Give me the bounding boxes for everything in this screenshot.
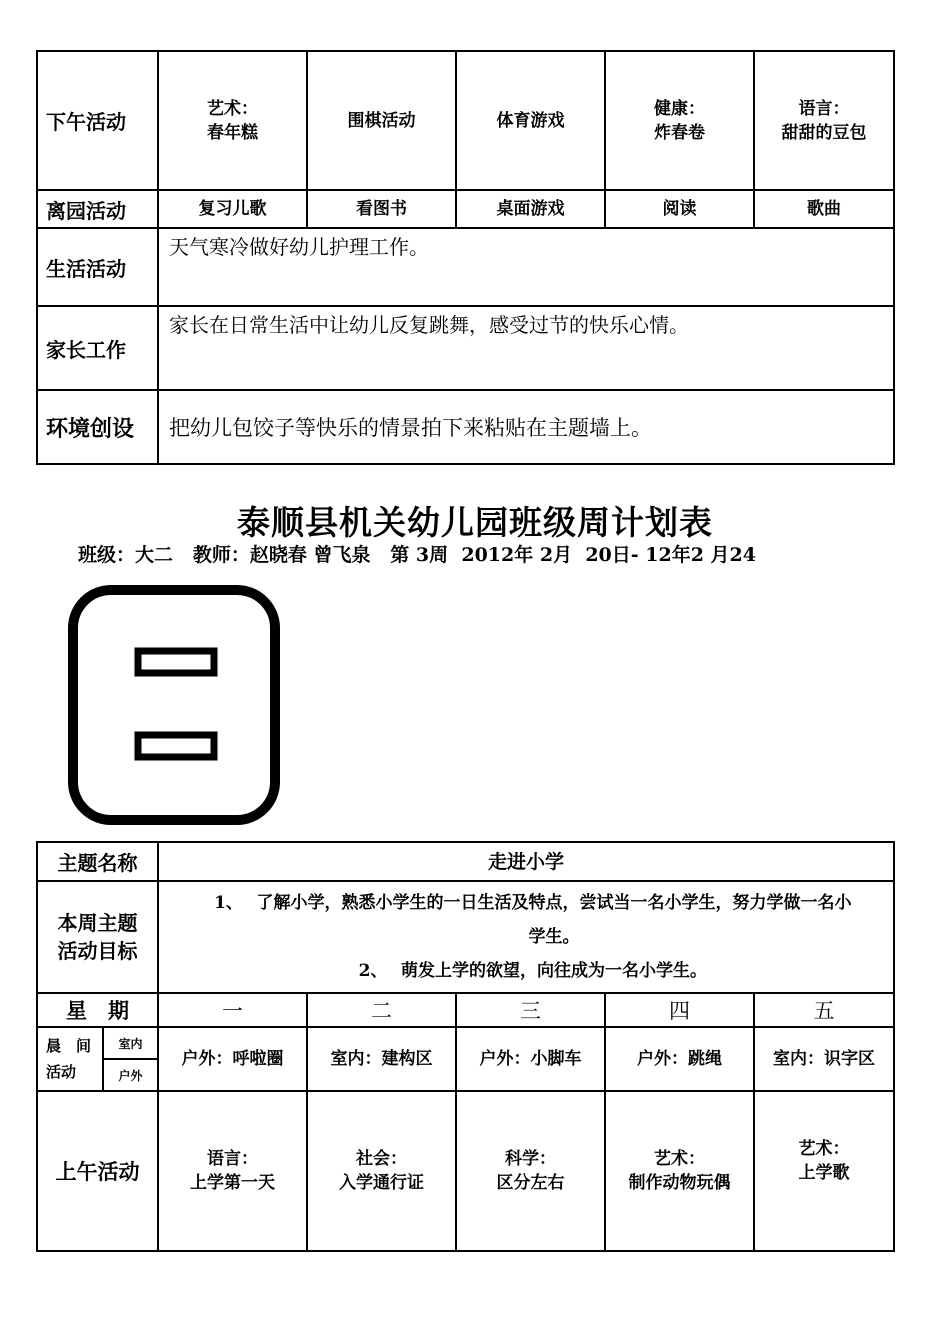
cell-line2: 区分左右 <box>496 1173 565 1193</box>
morning-play-label-line1: 晨 间 <box>46 1037 92 1055</box>
env-text: 把幼儿包饺子等快乐的情景拍下来粘贴在主题墙上。 <box>158 390 894 464</box>
top-plan-table <box>36 50 895 465</box>
leaving-cell: 桌面游戏 <box>456 190 605 228</box>
cell-line2: 上学歌 <box>798 1163 850 1183</box>
cell-line2: 甜甜的豆包 <box>781 122 867 143</box>
morning-play-cell: 户外：跳绳 <box>605 1027 754 1091</box>
theme-value: 走进小学 <box>158 842 894 881</box>
cell-line1: 体育游戏 <box>496 110 565 131</box>
morning-label: 上午活动 <box>37 1091 158 1251</box>
morning-play-row-1 <box>37 1027 894 1059</box>
cell-line2: 入学通行证 <box>339 1173 424 1193</box>
goal-number: 2、 <box>358 961 388 981</box>
env-label: 环境创设 <box>37 390 158 464</box>
morning-play-cell: 户外：呼啦圈 <box>158 1027 307 1091</box>
weekday-cell: 三 <box>456 993 605 1027</box>
afternoon-cell <box>456 51 605 190</box>
morning-cell <box>307 1091 456 1251</box>
leaving-cell: 阅读 <box>605 190 754 228</box>
cell-line2: 春年糕 <box>207 122 258 143</box>
goals-row <box>37 881 894 993</box>
goals-label-line1: 本周主题 <box>57 911 138 935</box>
document-placeholder-icon <box>68 585 280 825</box>
weekday-label: 星 期 <box>37 993 158 1027</box>
morning-play-cell: 户外：小脚车 <box>456 1027 605 1091</box>
leaving-label: 离园活动 <box>37 190 158 228</box>
morning-row <box>37 1091 894 1251</box>
cell-line1: 社会： <box>356 1149 407 1169</box>
indoor-sublabel: 室内 <box>103 1027 158 1059</box>
parents-row <box>37 306 894 390</box>
cell-line1: 艺术： <box>654 1149 705 1169</box>
life-label: 生活活动 <box>37 228 158 306</box>
goals-label-line2: 活动目标 <box>57 939 138 963</box>
cell-line2: 炸春卷 <box>654 122 705 143</box>
life-text: 天气寒冷做好幼儿护理工作。 <box>158 228 894 306</box>
afternoon-row <box>37 51 894 190</box>
cell-line1: 围棋活动 <box>347 110 416 131</box>
weekday-cell: 四 <box>605 993 754 1027</box>
goals-label <box>37 881 158 993</box>
morning-cell <box>456 1091 605 1251</box>
weekly-plan-table <box>36 841 895 1252</box>
cell-line1: 健康： <box>654 98 705 119</box>
cell-line1: 语言： <box>207 1149 258 1169</box>
cell-line2: 制作动物玩偶 <box>628 1173 731 1193</box>
env-row <box>37 390 894 464</box>
theme-row <box>37 842 894 881</box>
afternoon-cell <box>754 51 894 190</box>
cell-line1: 艺术： <box>798 1139 850 1159</box>
goal-text: 萌发上学的欲望，向往成为一名小学生。 <box>401 961 708 981</box>
morning-cell <box>754 1091 894 1251</box>
goal-item <box>169 886 883 920</box>
morning-cell <box>605 1091 754 1251</box>
afternoon-cell <box>158 51 307 190</box>
cell-line2: 上学第一天 <box>190 1173 275 1193</box>
leaving-cell: 复习儿歌 <box>158 190 307 228</box>
goal-text-continued: 学生。 <box>528 927 580 947</box>
goal-item <box>169 954 883 988</box>
morning-cell <box>158 1091 307 1251</box>
afternoon-label: 下午活动 <box>37 51 158 190</box>
weekday-row <box>37 993 894 1027</box>
outdoor-sublabel: 户外 <box>103 1059 158 1091</box>
class-info-line: 班级：大二 教师：赵晓春 曾飞泉 第 3周 2012年 2月 20日- 12年2 月24 <box>78 544 756 566</box>
goal-text: 了解小学，熟悉小学生的一日生活及特点，尝试当一名小学生，努力学做一名小 <box>256 893 852 913</box>
morning-play-label <box>37 1027 103 1091</box>
weekday-cell: 二 <box>307 993 456 1027</box>
leaving-cell: 看图书 <box>307 190 456 228</box>
cell-line1: 艺术： <box>207 98 258 119</box>
life-row <box>37 228 894 306</box>
theme-label: 主题名称 <box>37 842 158 881</box>
morning-play-label-line2: 活动 <box>46 1063 77 1081</box>
cell-line1: 科学： <box>505 1149 556 1169</box>
morning-play-cell: 室内：建构区 <box>307 1027 456 1091</box>
goal-number: 1、 <box>214 893 243 913</box>
morning-play-cell: 室内：识字区 <box>754 1027 894 1091</box>
page-title: 泰顺县机关幼儿园班级周计划表 <box>237 503 713 542</box>
leaving-row <box>37 190 894 228</box>
parents-text: 家长在日常生活中让幼儿反复跳舞，感受过节的快乐心情。 <box>158 306 894 390</box>
weekday-cell: 一 <box>158 993 307 1027</box>
afternoon-cell <box>307 51 456 190</box>
cell-line1: 语言： <box>798 98 850 119</box>
afternoon-cell <box>605 51 754 190</box>
leaving-cell: 歌曲 <box>754 190 894 228</box>
goals-list <box>158 881 894 993</box>
weekday-cell: 五 <box>754 993 894 1027</box>
parents-label: 家长工作 <box>37 306 158 390</box>
